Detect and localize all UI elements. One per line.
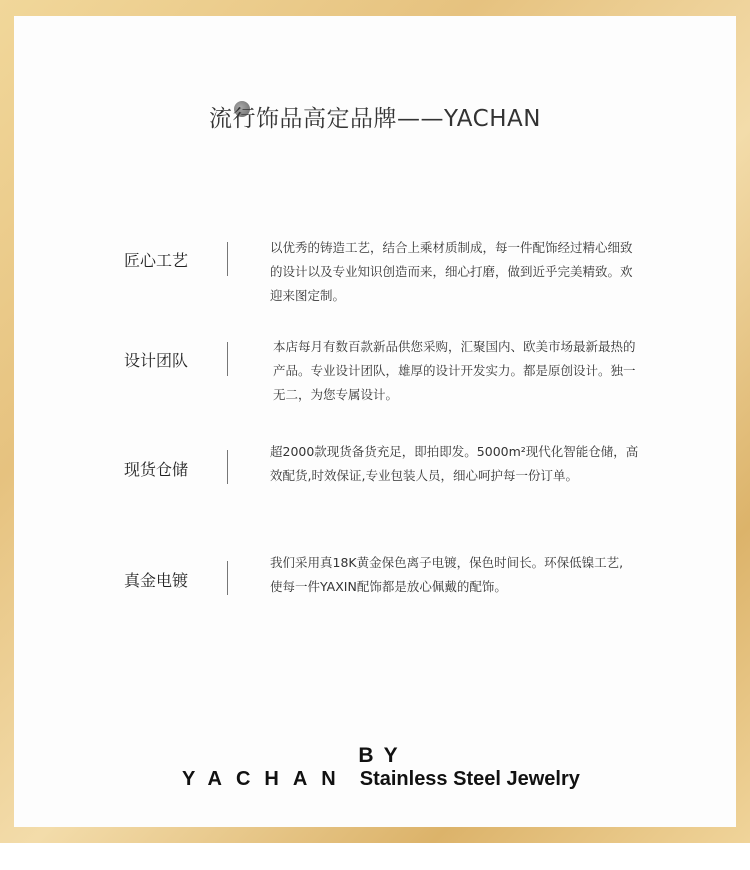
description-line: 使每一件YAXIN配饰都是放心佩戴的配饰。 <box>270 579 507 594</box>
description-line: 无二，为您专属设计。 <box>273 387 399 402</box>
section-description-warehouse <box>270 440 680 488</box>
page-title: 流行饰品高定品牌——YACHAN <box>209 106 541 132</box>
section-divider <box>227 450 228 484</box>
section-label-craft: 匠心工艺 <box>123 251 188 270</box>
section-label-plating: 真金电镀 <box>123 571 188 590</box>
description-line: 超2000款现货备货充足，即拍即发。5000m²现代化智能仓储，高 <box>270 444 639 459</box>
description-line: 效配货,时效保证,专业包装人员，细心呵护每一份订单。 <box>270 468 578 483</box>
footer-brand-line <box>182 768 580 791</box>
footer-by: BY <box>358 744 408 767</box>
description-line: 以优秀的铸造工艺，结合上乘材质制成，每一件配饰经过精心细致 <box>270 240 633 255</box>
description-line: 的设计以及专业知识创造而来，细心打磨，做到近乎完美精致。欢 <box>270 264 633 279</box>
footer-brand-name: YACHAN <box>182 768 350 790</box>
section-divider <box>227 242 228 276</box>
footer-tagline: Stainless Steel Jewelry <box>359 768 580 790</box>
section-description-design-team <box>273 335 683 407</box>
description-line: 产品。专业设计团队，雄厚的设计开发实力。都是原创设计。独一 <box>273 363 636 378</box>
section-description-craft <box>270 236 680 308</box>
section-divider <box>227 561 228 595</box>
description-line: 迎来图定制。 <box>270 288 346 303</box>
description-line: 本店每月有数百款新品供您采购，汇聚国内、欧美市场最新最热的 <box>273 339 636 354</box>
section-label-design-team: 设计团队 <box>123 351 188 370</box>
description-line: 我们采用真18K黄金保色离子电镀，保色时间长。环保低镍工艺, <box>270 555 624 570</box>
content-panel <box>14 16 736 827</box>
section-divider <box>227 342 228 376</box>
section-label-warehouse: 现货仓储 <box>123 460 188 479</box>
section-description-plating <box>270 551 680 599</box>
